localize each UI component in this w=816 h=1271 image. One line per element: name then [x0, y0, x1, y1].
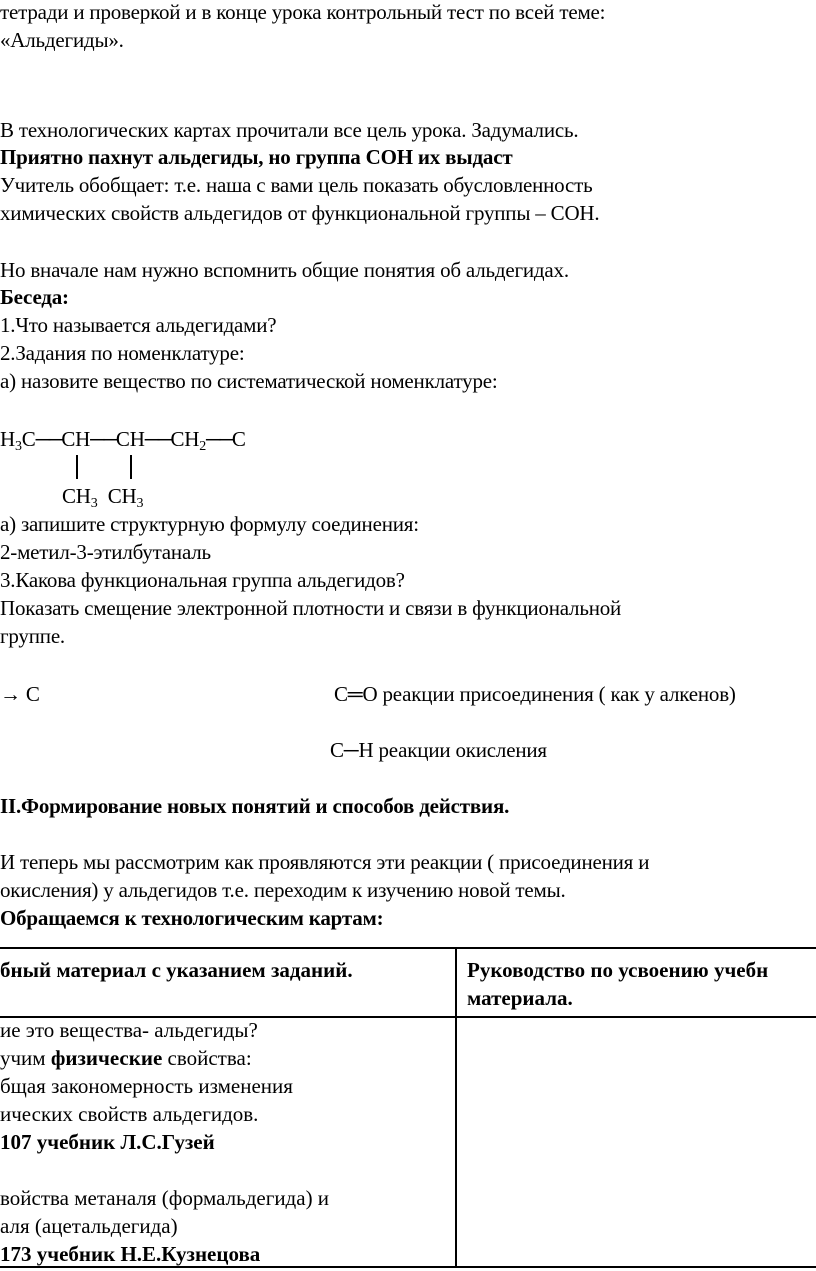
section-heading: II.Формирование новых понятий и способов действия.: [0, 794, 510, 818]
structural-formula: $H_3C──CH──CH──CH_2──C$: [0, 427, 246, 454]
bond-vertical: [76, 455, 78, 479]
arrow-carbon: → С: [0, 682, 40, 706]
text-line: Но вначале нам нужно вспомнить общие понятия об альдегидах.: [0, 258, 569, 282]
text-line: И теперь мы рассмотрим как проявляются эти реакции ( присоединения и: [0, 850, 650, 874]
text-line: а) назовите вещество по систематической номенклатуре:: [0, 369, 498, 393]
table-cell-line: бщая закономерность изменения: [0, 1074, 293, 1098]
heading-beseda: Беседа:: [0, 285, 69, 309]
methyl-groups: $CH_3$ $CH_3$: [62, 484, 144, 511]
text-line: 2-метил-3-этилбутаналь: [0, 540, 211, 564]
text-line: Учитель обобщает: т.е. наша с вами цель показать обусловленность: [0, 173, 593, 197]
bold-text-line: Обращаемся к технологическим картам:: [0, 906, 384, 930]
text-line: 2.Задания по номенклатуре:: [0, 341, 245, 365]
text-line: химических свойств альдегидов от функциональной группы – СОН.: [0, 201, 600, 225]
reaction-oxidation: С─Н реакции окисления: [330, 738, 547, 762]
reaction-addition: С═О реакции присоединения ( как у алкенов): [334, 682, 736, 706]
text-line: 1.Что называется альдегидами?: [0, 313, 277, 337]
text-line: «Альдегиды».: [0, 28, 124, 52]
bond-vertical: [130, 455, 132, 479]
text-line: а) запишите структурную формулу соединения:: [0, 512, 419, 536]
table-cell-line: ических свойств альдегидов.: [0, 1102, 259, 1126]
bold-text-line: Приятно пахнут альдегиды, но группа СОН их выдаст: [0, 145, 513, 169]
table-border-top: [0, 947, 816, 949]
table-cell-textbook-ref: 173 учебник Н.Е.Кузнецова: [0, 1242, 261, 1266]
table-border-column: [455, 947, 457, 1268]
table-header-guidance: Руководство по усвоению учебн: [467, 958, 769, 982]
text-line: группе.: [0, 624, 65, 648]
table-header-material: бный материал с указанием заданий.: [0, 958, 353, 982]
table-cell-line: войства метаналя (формальдегида) и: [0, 1186, 330, 1210]
table-cell-textbook-ref: 107 учебник Л.С.Гузей: [0, 1130, 215, 1154]
table-cell-line: учим физические свойства:: [0, 1046, 252, 1070]
text-line: В технологических картах прочитали все цель урока. Задумались.: [0, 118, 579, 142]
table-cell-line: ие это вещества- альдегиды?: [0, 1018, 258, 1042]
table-header-guidance-cont: материала.: [467, 986, 573, 1010]
text-line: Показать смещение электронной плотности и связи в функциональной: [0, 596, 622, 620]
text-line: тетради и проверкой и в конце урока контрольный тест по всей теме:: [0, 0, 606, 24]
text-line: окисления) у альдегидов т.е. переходим к изучению новой темы.: [0, 878, 566, 902]
text-line: 3.Какова функциональная группа альдегидов?: [0, 568, 405, 592]
table-cell-line: аля (ацетальдегида): [0, 1214, 178, 1238]
